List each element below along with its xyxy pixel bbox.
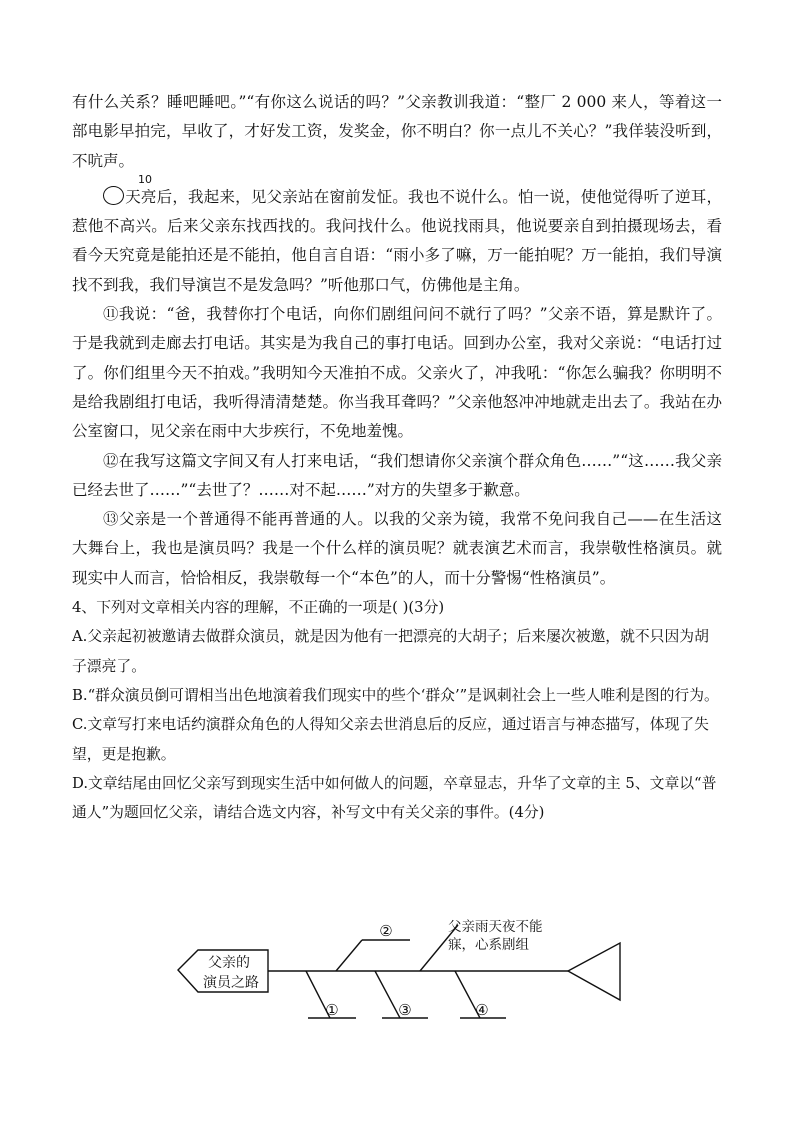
question-4-option-c: C.文章写打来电话约演群众角色的人得知父亲去世消息后的反应，通过语言与神态描写，体现了失望，更是抱歉。	[72, 716, 709, 763]
diagram-head-line2: 演员之路	[203, 975, 259, 991]
blank-marker-3: ③	[398, 1001, 412, 1019]
blank-marker-1: ①	[325, 1001, 339, 1019]
paragraph-10-text: 天亮后，我起来，见父亲站在窗前发怔。我也不说什么。怕一说，使他觉得听了逆耳，惹他不高兴。后来父亲东找西找的。我问找什么。他说找雨具，他说要亲自到拍摄现场去，看看今天究竟是能拍还是不能拍，他自言自语：“雨小多了嘛，万一能拍呢？万一能拍，我们导演找不到我，我们导演岂不是发急吗？”听他那口气，仿佛他是主角。	[72, 187, 722, 294]
paragraph-number-10: 10	[138, 172, 152, 186]
paragraph-13: ⑬父亲是一个普通得不能再普通的人。以我的父亲为镜，我常不免问我自己——在生活这大舞台上，我也是演员吗？我是一个什么样的演员呢？就表演艺术而言，我崇敬性格演员。就现实中人而言，恰恰相反，我崇敬每一个“本色”的人，而十分警惕“性格演员”。	[72, 510, 722, 587]
diagram-head-line1: 父亲的	[208, 955, 250, 971]
question-4-option-a: A.父亲起初被邀请去做群众演员，就是因为他有一把漂亮的大胡子；后来屡次被邀，就不只因为胡子漂亮了。	[72, 628, 709, 675]
paragraph-12: ⑫在我写这篇文字间又有人打来电话，“我们想请你父亲演个群众角色……”“这……我父亲已经去世了……”“去世了？……对不起……”对方的失望多于歉意。	[72, 451, 722, 499]
blank-marker-4: ④	[475, 1001, 489, 1019]
diagram-top-label-line1: 父亲雨天夜不能	[448, 919, 543, 935]
question-4-option-b: B.“群众演员倒可谓相当出色地演着我们现实中的些个‘群众’”是讽刺社会上一些人唯利是图的行为。	[72, 686, 719, 704]
question-4-stem: 4、下列对文章相关内容的理解，不正确的一项是( )(3分)	[72, 599, 445, 617]
fishbone-tail-shape	[568, 943, 620, 1000]
paragraph-9: 有什么关系？睡吧睡吧。”“有你这么说话的吗？”父亲教训我道：“整厂 2 000 来人，等着这一部电影早拍完，早收了，才好发工资，发奖金，你不明白？你一点儿不关心？”我佯装没听到，不吭声。	[72, 93, 722, 170]
question-4-option-d: D.文章结尾由回忆父亲写到现实生活中如何做人的问题，卒章显志，升华了文章的主 5、文章以“普通人”为题回忆父亲，请结合选文内容，补写文中有关父亲的事件。(4分)	[72, 774, 717, 822]
paragraph-11: ⑪我说：“爸，我替你打个电话，向你们剧组问问不就行了吗？”父亲不语，算是默许了。于是我就到走廊去打电话。其实是为我自己的事打电话。回到办公室，我对父亲说：“电话打过了。你们组里今天不拍戏。”我明知今天准拍不成。父亲火了，冲我吼：“你怎么骗我？你明明不是给我剧组打电话，我听得清清楚楚。你当我耳聋吗？”父亲他怒冲冲地就走出去了。我站在办公室窗口，见父亲在雨中大步疾行，不免地羞愧。	[72, 305, 722, 441]
branch-3-line	[375, 971, 400, 1018]
diagram-top-label-line2: 寐，心系剧组	[448, 937, 529, 953]
branch-2-line	[336, 940, 362, 971]
blank-marker-2: ②	[379, 922, 393, 940]
